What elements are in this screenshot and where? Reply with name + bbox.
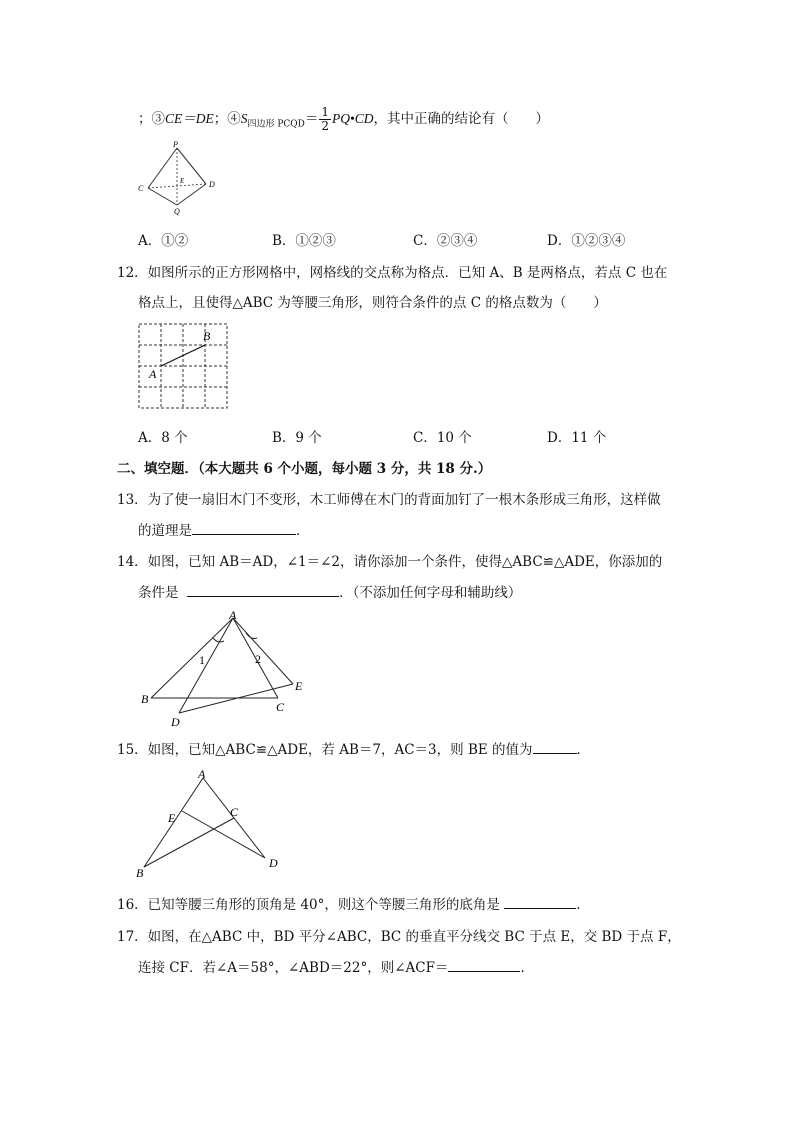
q11-option-d[interactable]: D．①②③④ <box>547 233 626 249</box>
label-B: B <box>203 329 211 343</box>
label-A: A <box>229 608 237 622</box>
label-E: E <box>180 177 185 185</box>
label-B: B <box>136 866 144 880</box>
label-E: E <box>168 811 176 825</box>
section-heading: 二、填空题．（本大题共 6 个小题，每小题 3 分，共 18 分.） <box>117 461 492 477</box>
q13-answer-blank[interactable] <box>192 520 296 535</box>
q17-answer-blank[interactable] <box>448 957 520 972</box>
q12-option-c[interactable]: C．10 个 <box>413 430 472 446</box>
q13-text-line1: 13．为了使一扇旧木门不变形，木工师傅在木门的背面加钉了一根木条形成三角形，这样做 <box>117 492 661 508</box>
label-A: A <box>149 367 157 381</box>
label-E: E <box>295 679 303 693</box>
label-C: C <box>230 805 239 819</box>
q14-text-line1: 14．如图，已知 AB＝AD，∠1＝∠2，请你添加一个条件，使得△ABC≌△ADE，你添加的 <box>117 554 663 570</box>
label-C: C <box>276 700 285 714</box>
label-Q: Q <box>174 207 180 216</box>
q11-option-b[interactable]: B．①②③ <box>272 233 336 249</box>
label-A: A <box>198 767 206 781</box>
angle-2-label: 2 <box>255 652 261 666</box>
q11-option-c[interactable]: C．②③④ <box>413 233 478 249</box>
label-C: C <box>138 184 144 193</box>
q16-answer-blank[interactable] <box>504 894 576 909</box>
label-D: D <box>209 180 215 189</box>
q11-option-a[interactable]: A．①② <box>138 233 189 249</box>
q14-answer-blank[interactable] <box>187 582 339 597</box>
q11-kite-figure <box>130 138 230 218</box>
q16-text-line: 16．已知等腰三角形的顶角是 40°，则这个等腰三角形的底角是 ． <box>117 893 590 913</box>
q17-text-line2: 连接 CF．若∠A＝58°，∠ABD＝22°，则∠ACF＝ ． <box>138 956 534 976</box>
q13-text-line2: 的道理是 ． <box>138 519 310 539</box>
q12-text-line1: 12．如图所示的正方形网格中，网格线的交点称为格点．已知 A、B 是两格点，若点 C 也在 <box>117 265 668 281</box>
q15-text-line: 15．如图，已知△ABC≌△ADE，若 AB＝7，AC＝3，则 BE 的值为 ． <box>117 738 590 758</box>
q12-text-line2: 格点上，且使得△ABC 为等腰三角形，则符合条件的点 C 的格点数为（ ） <box>138 295 607 311</box>
label-B: B <box>141 692 149 706</box>
q17-text-line1: 17．如图，在△ABC 中，BD 平分∠ABC，BC 的垂直平分线交 BC 于点 E，交 BD 于点 F， <box>117 929 681 945</box>
label-P: P <box>173 140 178 149</box>
label-D: D <box>269 856 278 870</box>
q15-triangles-figure <box>130 764 290 882</box>
q12-option-b[interactable]: B．9 个 <box>272 430 322 446</box>
q11-condition-line: ；③CE＝DE；$④S_{四边形 PCQD}=$ $\frac{1}{2}$ PQ•CD，其中正确的结论有（ ） <box>138 105 550 133</box>
angle-1-label: 1 <box>199 653 205 667</box>
q15-answer-blank[interactable] <box>533 739 577 754</box>
q12-option-d[interactable]: D．11 个 <box>547 430 607 446</box>
label-D: D <box>171 715 180 729</box>
q14-triangles-figure <box>135 608 315 730</box>
fraction-one-half: $\frac{1}{2}$ <box>321 105 330 133</box>
q12-option-a[interactable]: A．8 个 <box>138 430 188 446</box>
q12-grid-figure <box>135 320 231 412</box>
q14-text-line2: 条件是 ．（不添加任何字母和辅助线） <box>138 581 521 601</box>
